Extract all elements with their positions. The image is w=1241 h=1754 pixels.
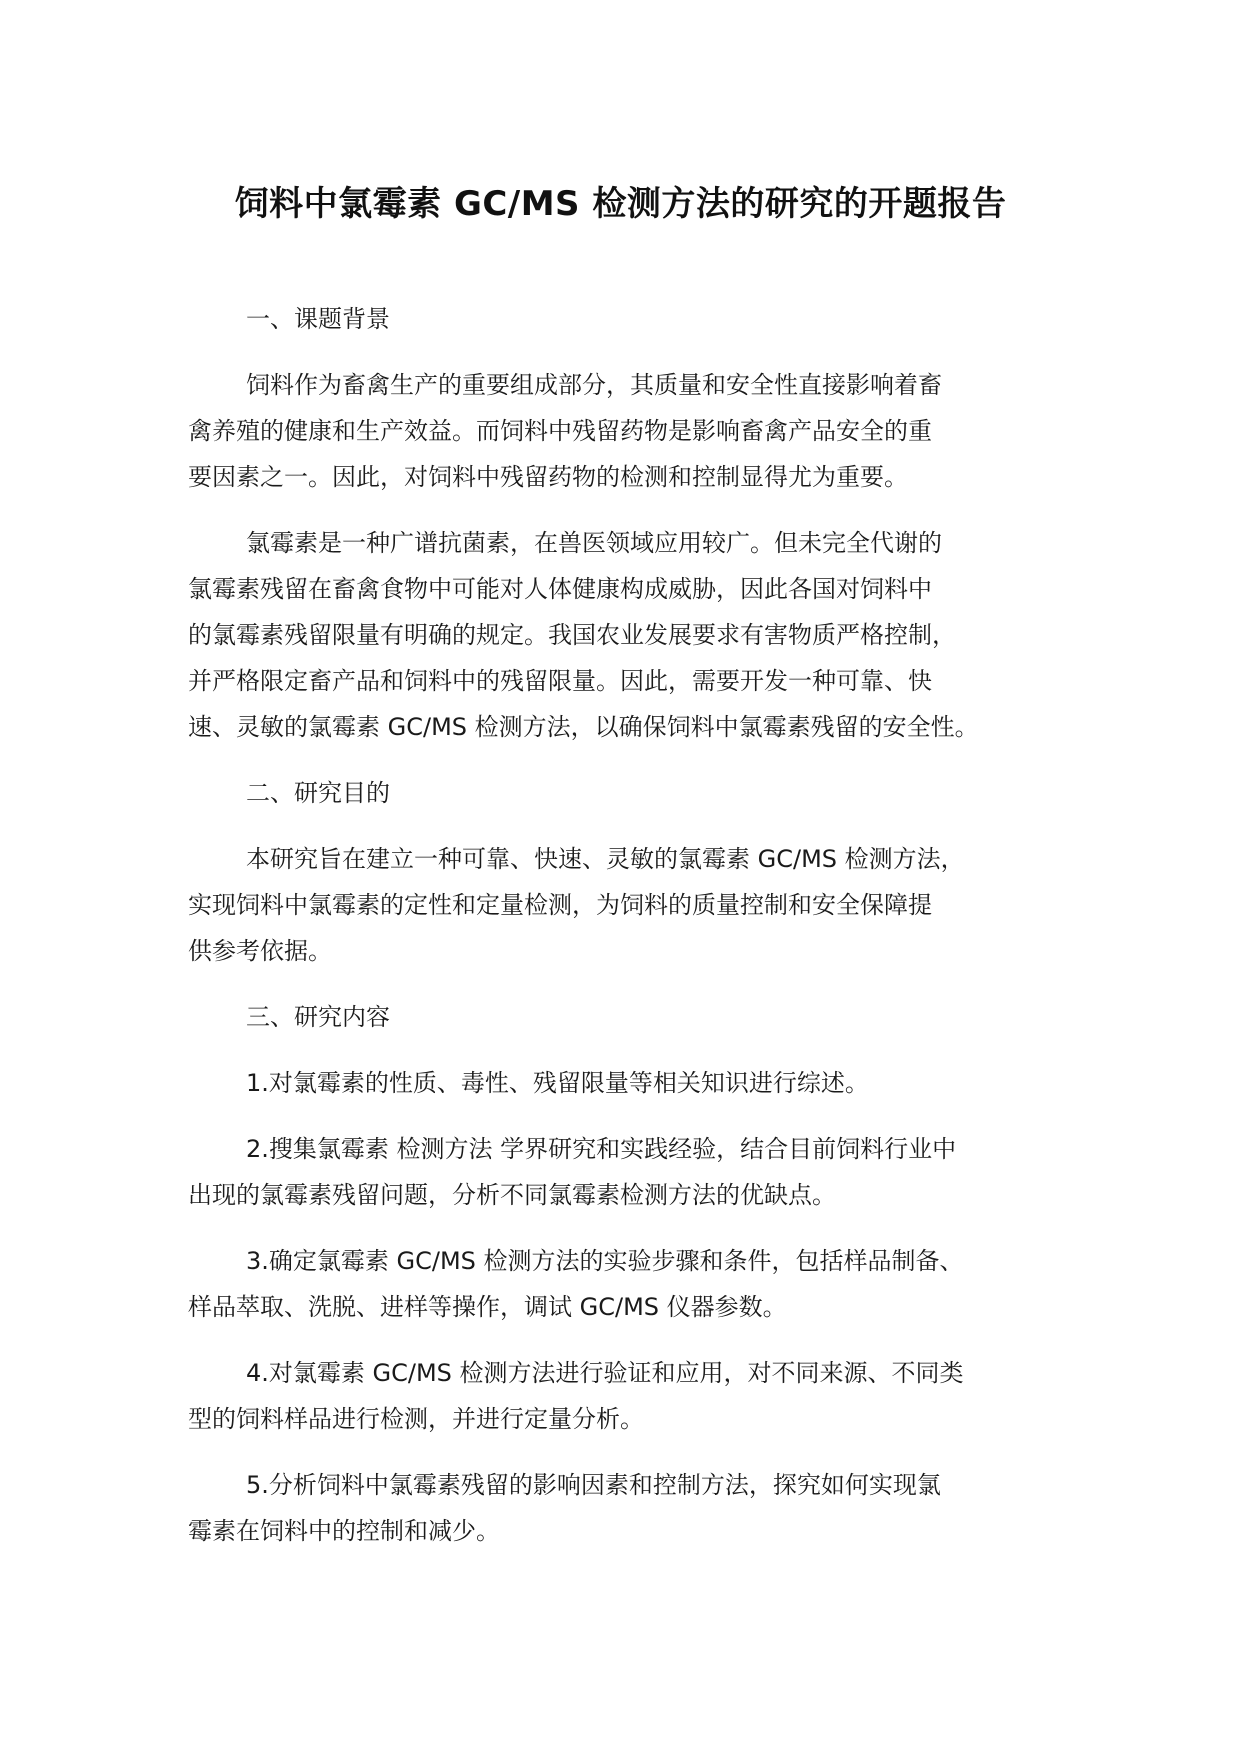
paragraph-line: 供参考依据。 <box>188 937 332 965</box>
paragraph-line: 4.对氯霉素 GC/MS 检测方法进行验证和应用，对不同来源、不同类 <box>246 1359 964 1387</box>
paragraph-line: 要因素之一。因此，对饲料中残留药物的检测和控制显得尤为重要。 <box>188 463 908 491</box>
paragraph-line: 饲料作为畜禽生产的重要组成部分，其质量和安全性直接影响着畜 <box>246 371 942 399</box>
section-heading: 二、研究目的 <box>246 779 390 807</box>
paragraph-line: 出现的氯霉素残留问题，分析不同氯霉素检测方法的优缺点。 <box>188 1181 836 1209</box>
paragraph <box>188 1060 1088 1106</box>
paragraph-line: 本研究旨在建立一种可靠、快速、灵敏的氯霉素 GC/MS 检测方法， <box>246 845 965 873</box>
paragraph-line: 氯霉素是一种广谱抗菌素，在兽医领域应用较广。但未完全代谢的 <box>246 529 942 557</box>
paragraph-line: 型的饲料样品进行检测，并进行定量分析。 <box>188 1405 644 1433</box>
paragraph-line: 3.确定氯霉素 GC/MS 检测方法的实验步骤和条件，包括样品制备、 <box>246 1247 964 1275</box>
paragraph <box>188 1126 1088 1218</box>
paragraph-line: 5.分析饲料中氯霉素残留的影响因素和控制方法，探究如何实现氯 <box>246 1471 941 1499</box>
paragraph <box>188 1238 1088 1330</box>
paragraph <box>188 1350 1088 1442</box>
paragraph-line: 氯霉素残留在畜禽食物中可能对人体健康构成威胁，因此各国对饲料中 <box>188 575 932 603</box>
paragraph-line: 霉素在饲料中的控制和减少。 <box>188 1517 500 1545</box>
paragraph-line: 样品萃取、洗脱、进样等操作，调试 GC/MS 仪器参数。 <box>188 1293 787 1321</box>
paragraph-line: 的氯霉素残留限量有明确的规定。我国农业发展要求有害物质严格控制， <box>188 621 956 649</box>
document-title: 饲料中氯霉素 GC/MS 检测方法的研究的开题报告 <box>234 184 1007 224</box>
paragraph-line: 禽养殖的健康和生产效益。而饲料中残留药物是影响畜禽产品安全的重 <box>188 417 932 445</box>
paragraph-line: 1.对氯霉素的性质、毒性、残留限量等相关知识进行综述。 <box>246 1069 869 1097</box>
section-heading: 一、课题背景 <box>246 305 390 333</box>
section-heading: 三、研究内容 <box>246 1003 390 1031</box>
paragraph <box>188 362 1088 500</box>
paragraph <box>188 836 1088 974</box>
paragraph <box>188 1462 1088 1554</box>
document-body <box>188 296 1088 1574</box>
paragraph-line: 实现饲料中氯霉素的定性和定量检测，为饲料的质量控制和安全保障提 <box>188 891 932 919</box>
paragraph-line: 速、灵敏的氯霉素 GC/MS 检测方法，以确保饲料中氯霉素残留的安全性。 <box>188 713 979 741</box>
paragraph-line: 并严格限定畜产品和饲料中的残留限量。因此，需要开发一种可靠、快 <box>188 667 932 695</box>
paragraph <box>188 520 1088 750</box>
paragraph-line: 2.搜集氯霉素 检测方法 学界研究和实践经验，结合目前饲料行业中 <box>246 1135 957 1163</box>
